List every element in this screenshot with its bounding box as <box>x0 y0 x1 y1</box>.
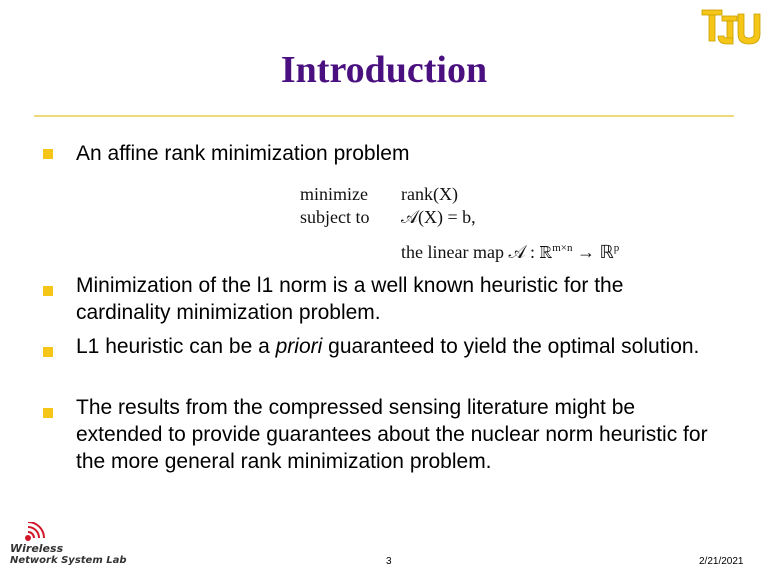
bullet-item-l1-heuristic: L1 heuristic can be a priori guaranteed to yield the optimal solution. <box>76 335 700 358</box>
formula-subject-expr: 𝒜(X) = b, <box>401 207 476 227</box>
lab-logo <box>8 520 138 572</box>
bullet-marker-icon <box>43 149 53 159</box>
bullet-item-affine-rank: An affine rank minimization problem <box>76 142 410 165</box>
tju-logo-icon <box>700 6 762 48</box>
bullet-marker-icon <box>43 347 53 357</box>
footer-date: 2/21/2021 <box>699 556 744 567</box>
formula-linear-map: the linear map 𝒜 : ℝ$^{m\times n}$ → ℝ$^p$ <box>401 242 620 262</box>
bullet-item-l1-norm: Minimization of the l1 norm is a well known heuristic for the cardinality minimization problem. <box>76 274 624 324</box>
page-number: 3 <box>386 556 392 567</box>
formula-minimize-expr: rank(X) <box>401 184 458 204</box>
formula-minimize-label: minimize <box>300 184 368 204</box>
bullet-marker-icon <box>43 286 53 296</box>
lab-logo-line2: Network System Lab <box>10 555 127 566</box>
formula-subject-label: subject to <box>300 207 370 227</box>
wireless-signal-icon <box>20 522 46 544</box>
page-title: Introduction <box>280 49 488 91</box>
bullet-item-compressed-sensing: The results from the compressed sensing literature might be extended to provide guarantees about the nuclear norm heuristic for the more general rank minimization problem. <box>76 396 708 473</box>
title-divider <box>34 115 734 117</box>
bullet-marker-icon <box>43 408 53 418</box>
lab-logo-line1: Wireless <box>10 542 64 555</box>
